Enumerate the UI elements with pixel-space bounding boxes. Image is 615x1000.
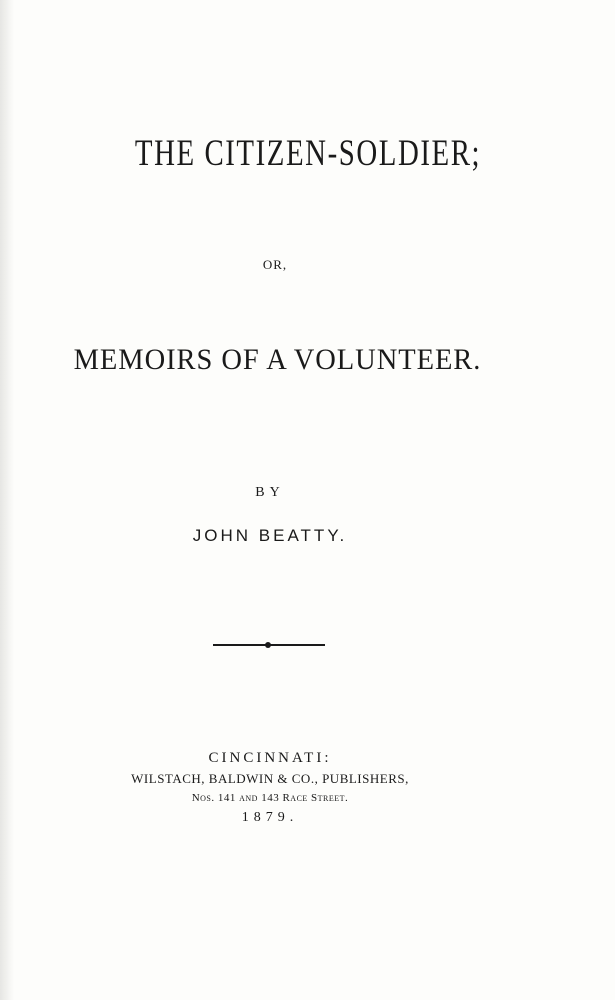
book-subtitle: MEMOIRS OF A VOLUNTEER.: [73, 343, 482, 376]
publication-city: CINCINNATI:: [208, 750, 332, 766]
book-title: THE CITIZEN-SOLDIER;: [134, 133, 482, 174]
publisher-address: Nos. 141 and 143 Race Street.: [191, 792, 349, 804]
decorative-rule-dot: [265, 642, 271, 648]
publisher-name: WILSTACH, BALDWIN & CO., PUBLISHERS,: [131, 771, 409, 786]
author-name: JOHN BEATTY.: [192, 526, 348, 545]
alternate-title-conjunction: OR,: [262, 257, 288, 272]
by-label: BY: [255, 485, 285, 500]
publication-year: 1879.: [241, 810, 299, 825]
page-edge-shadow: [0, 0, 14, 1000]
